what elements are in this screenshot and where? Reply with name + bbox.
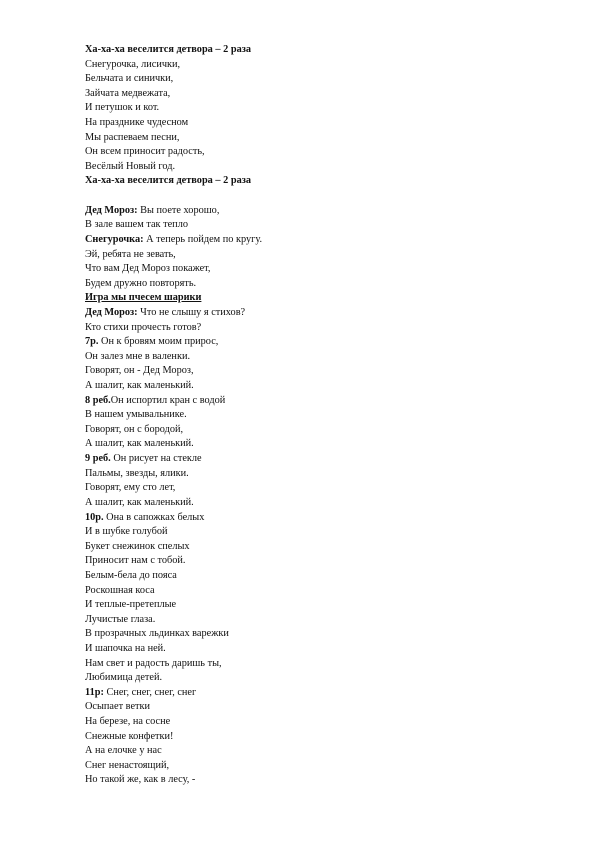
speaker-label: Дед Мороз:: [85, 306, 138, 318]
chorus-line: Ха-ха-ха веселится детвора – 2 раза: [85, 44, 252, 55]
poem-line: [85, 686, 565, 701]
song-line: Весёлый Новый год.: [85, 160, 176, 172]
dialogue-text: А теперь пойдем по кругу.: [143, 233, 263, 245]
poem-line: [85, 394, 565, 409]
poem-line: В прозрачных льдинках варежки: [85, 628, 229, 640]
poem-line: Пальмы, звезды, ялики.: [85, 467, 189, 479]
dialogue-line: Кто стихи прочесть готов?: [85, 321, 202, 333]
poem-line: Говорят, он с бородой,: [85, 423, 184, 435]
child-label: 9 реб.: [85, 453, 111, 465]
poem-line: А шалит, как маленький.: [85, 496, 194, 508]
poem-line: Осыпает ветки: [85, 701, 151, 713]
poem-line: Лучистые глаза.: [85, 613, 156, 625]
poem-line: Он залез мне в валенки.: [85, 350, 191, 362]
dialogue-line: Будем дружно повторять.: [85, 277, 197, 289]
poem-line: И шапочка на ней.: [85, 642, 166, 654]
dialogue-line: Эй, ребята не зевать,: [85, 248, 176, 260]
poem-line: И в шубке голубой: [85, 526, 168, 538]
poem-text: Он рисует на стекле: [110, 453, 202, 465]
dialogue-line: [85, 204, 565, 219]
dialogue-text: Что не слышу я стихов?: [137, 306, 246, 318]
chorus-line: Ха-ха-ха веселится детвора – 2 раза: [85, 175, 252, 187]
child-label: 8 реб.: [85, 394, 111, 406]
dialogue-line: [85, 306, 565, 321]
poem-line: [85, 335, 565, 350]
child-label: 10р.: [85, 511, 104, 523]
document-page: [85, 43, 565, 788]
song-line: Мы распеваем песни,: [85, 131, 180, 143]
poem-line: А шалит, как маленький.: [85, 380, 194, 392]
song-line: На празднике чудесном: [85, 117, 189, 129]
song-line: Зайчата медвежата,: [85, 87, 171, 99]
poem-line: [85, 452, 565, 467]
poem-line: Но такой же, как в лесу, -: [85, 774, 196, 786]
poem-text: Снег, снег, снег, снег: [103, 686, 197, 698]
poem-text: Он испортил кран с водой: [110, 394, 226, 406]
poem-line: Любимица детей.: [85, 672, 163, 684]
song-line: Бельчата и синички,: [85, 73, 174, 85]
poem-line: А шалит, как маленький.: [85, 438, 194, 450]
game-title: Игра мы пчесем шарики: [85, 292, 202, 304]
poem-line: Букет снежинок спелых: [85, 540, 190, 552]
poem-line: Говорят, ему сто лет,: [85, 482, 176, 494]
blank-line: [85, 189, 565, 204]
poem-line: Нам свет и радость даришь ты,: [85, 657, 222, 669]
poem-line: Снег ненастоящий,: [85, 759, 170, 771]
child-label: 11р:: [85, 686, 104, 698]
poem-line: На березе, на сосне: [85, 716, 171, 728]
poem-line: Снежные конфетки!: [85, 730, 174, 742]
poem-line: Белым-бела до пояса: [85, 569, 177, 581]
speaker-label: Дед Мороз:: [85, 204, 138, 216]
dialogue-line: Что вам Дед Мороз покажет,: [85, 263, 211, 275]
poem-line: Роскошная коса: [85, 584, 155, 596]
dialogue-text: Вы поете хорошо,: [137, 204, 220, 216]
poem-line: Говорят, он - Дед Мороз,: [85, 365, 194, 377]
poem-text: Он к бровям моим прирос,: [98, 336, 219, 348]
song-line: Он всем приносит радость,: [85, 146, 205, 158]
poem-line: А на елочке у нас: [85, 745, 162, 757]
song-line: Снегурочка, лисички,: [85, 58, 181, 70]
song-line: И петушок и кот.: [85, 102, 160, 114]
poem-text: Она в сапожках белых: [103, 511, 205, 523]
dialogue-line: [85, 233, 565, 248]
poem-line: В нашем умывальнике.: [85, 409, 187, 421]
dialogue-line: В зале вашем так тепло: [85, 219, 188, 231]
speaker-label: Снегурочка:: [85, 233, 144, 245]
poem-line: Приносит нам с тобой.: [85, 555, 186, 567]
child-label: 7р.: [85, 336, 99, 348]
poem-line: И теплые-претеплые: [85, 599, 177, 611]
poem-line: [85, 511, 565, 526]
